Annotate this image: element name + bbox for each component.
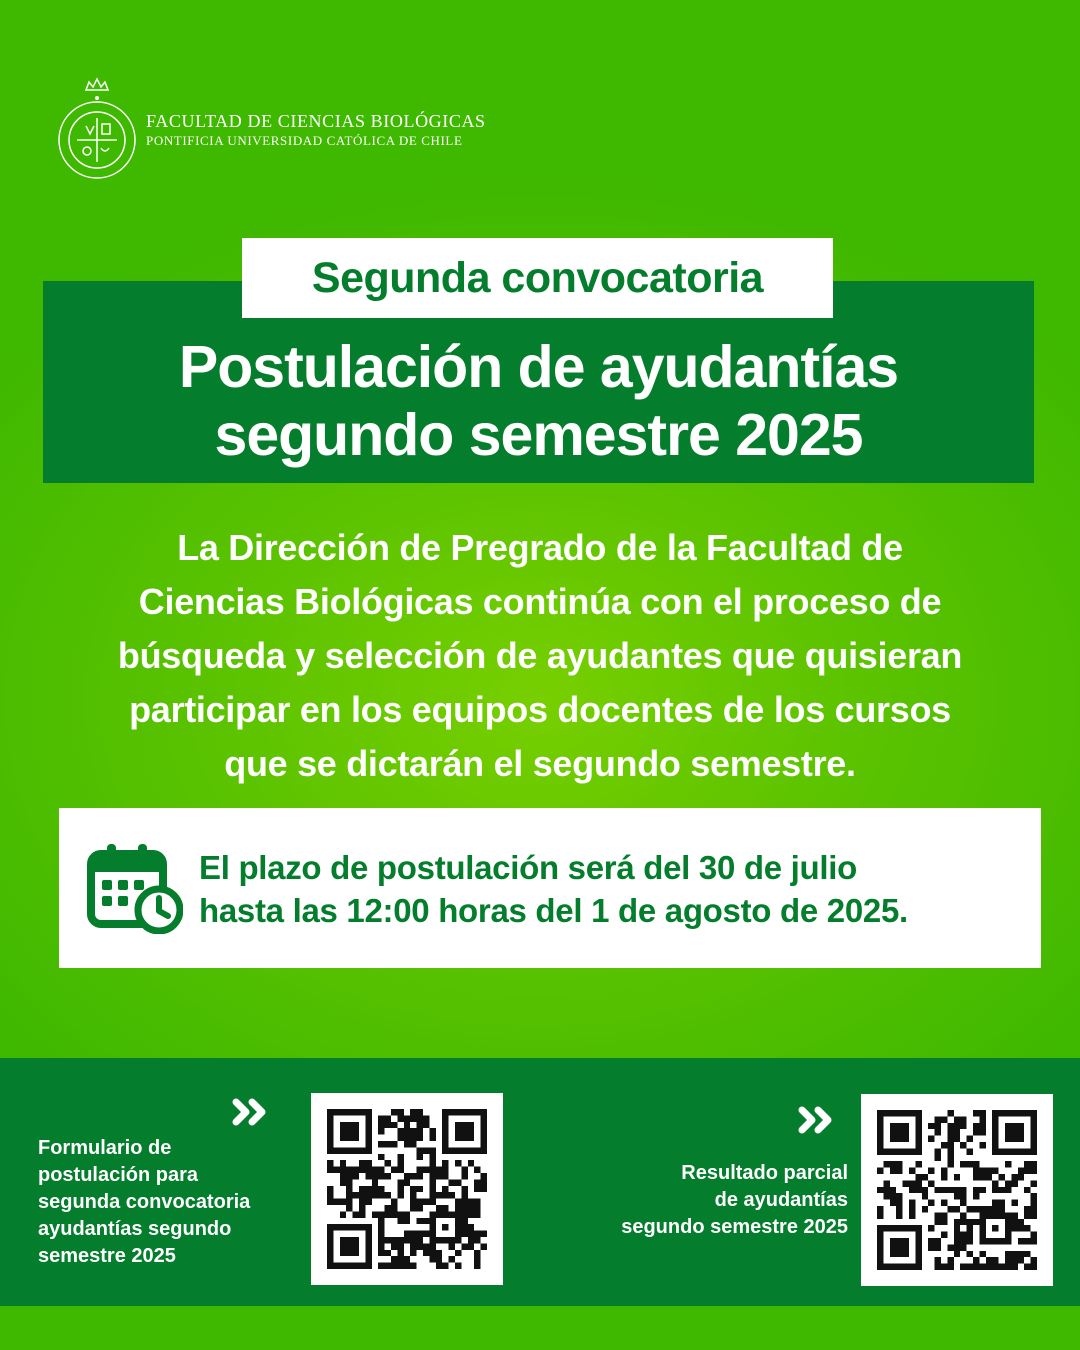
university-name: PONTIFICIA UNIVERSIDAD CATÓLICA DE CHILE bbox=[146, 133, 463, 148]
description bbox=[30, 521, 1050, 791]
results-qr-code[interactable] bbox=[861, 1094, 1053, 1286]
deadline-box bbox=[59, 808, 1041, 968]
results-label-line: Resultado parcial bbox=[681, 1162, 848, 1184]
results-link-label bbox=[621, 1160, 848, 1241]
form-label-line: semestre 2025 bbox=[38, 1245, 176, 1267]
double-chevron-right-icon bbox=[232, 1098, 272, 1126]
application-form-qr-code[interactable] bbox=[311, 1093, 503, 1285]
results-label-line: segundo semestre 2025 bbox=[621, 1216, 848, 1238]
faculty-logo bbox=[56, 76, 486, 184]
form-link-label bbox=[38, 1135, 250, 1270]
form-label-line: segunda convocatoria bbox=[38, 1191, 251, 1213]
description-line: participar en los equipos docentes de los cursos bbox=[129, 689, 951, 730]
form-label-line: ayudantías segundo bbox=[38, 1218, 232, 1240]
university-seal-icon bbox=[56, 76, 138, 184]
faculty-name: FACULTAD DE CIENCIAS BIOLÓGICAS bbox=[146, 111, 486, 131]
description-line: Ciencias Biológicas continúa con el proceso de bbox=[138, 581, 942, 622]
deadline-line-2: hasta las 12:00 horas del 1 de agosto de 2025. bbox=[199, 892, 908, 929]
double-chevron-right-icon bbox=[798, 1106, 838, 1134]
title-line-1: Postulación de ayudantías bbox=[178, 334, 899, 400]
page-title bbox=[43, 333, 1034, 469]
call-badge: Segunda convocatoria bbox=[242, 238, 833, 318]
form-label-line: Formulario de bbox=[38, 1137, 172, 1159]
description-line: que se dictarán el segundo semestre. bbox=[224, 743, 856, 784]
description-line: búsqueda y selección de ayudantes que quisieran bbox=[117, 635, 963, 676]
title-line-2: segundo semestre 2025 bbox=[214, 402, 863, 468]
qr-code-icon bbox=[877, 1110, 1037, 1270]
description-line: La Dirección de Pregrado de la Facultad de bbox=[177, 527, 903, 568]
form-label-line: postulación para bbox=[38, 1164, 199, 1186]
deadline-line-1: El plazo de postulación será del 30 de julio bbox=[199, 849, 857, 886]
results-label-line: de ayudantías bbox=[714, 1189, 848, 1211]
calendar-clock-icon bbox=[87, 842, 183, 934]
qr-code-icon bbox=[327, 1109, 487, 1269]
